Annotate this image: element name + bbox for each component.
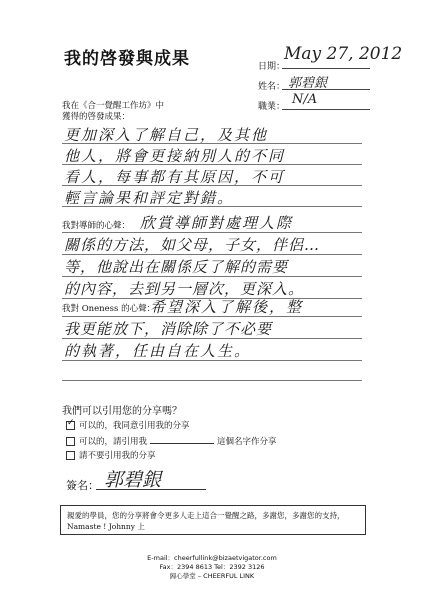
section2-answer-line: 等，他說出在關係反了解的需要 (64, 258, 289, 276)
footer-email: E-mail：cheerfullink@bizaetvigator.com (147, 554, 277, 562)
checkbox[interactable] (66, 437, 75, 446)
ruled-line (62, 143, 362, 144)
section3-answer-line: 希望深入了解後，整 (150, 298, 304, 316)
section1-answer-line: 他人，將會更接納別人的不同 (64, 147, 286, 165)
section2-answer-line: 關係的方法，如父母，子女，伴侶… (64, 236, 321, 254)
notice-line2: Namaste ! Johnny 上 (67, 522, 145, 531)
name-label: 姓名： (258, 82, 286, 92)
share-option-agree[interactable] (66, 420, 190, 432)
ruled-line (62, 232, 362, 233)
section1-prompt-line1: 我在《合一覺醒工作坊》中 (62, 101, 165, 111)
ruled-line (62, 338, 362, 339)
job-label: 職業： (258, 102, 286, 112)
section2-prompt: 我對導師的心聲： (62, 221, 131, 231)
name-blank[interactable] (150, 435, 214, 444)
share-option-label: 可以的，請引用我 (79, 437, 148, 447)
section1-answer-line: 更加深入了解自己，及其他 (64, 126, 269, 144)
date-value: May 27, 2012 (284, 44, 403, 64)
ruled-line (62, 254, 362, 255)
notice-line1: 親愛的學員，您的分享將會令更多人走上這合一覺醒之路，多謝您，多謝您的支持， (67, 511, 345, 520)
name-underline (282, 89, 370, 90)
job-value: N/A (292, 92, 318, 107)
share-option-label: 這個名字作分享 (217, 437, 277, 447)
section3-answer-line: 的執著，任由自在人生。 (64, 342, 252, 360)
section1-prompt-line2: 獲得的啓發成果： (62, 112, 131, 122)
share-option-named[interactable] (66, 435, 277, 448)
share-option-label: 請不要引用我的分享 (79, 451, 156, 461)
share-option-decline[interactable] (66, 450, 156, 462)
checkbox-checked[interactable]: ✓ (67, 418, 75, 428)
ruled-line (62, 360, 362, 361)
signature-value: 郭碧銀 (104, 469, 162, 491)
ruled-line (62, 185, 362, 186)
section2-answer-line: 的內容，去到另一層次，更深入。 (64, 280, 305, 298)
section1-answer-line: 輕言論果和評定對錯。 (64, 189, 235, 207)
section3-answer-line: 我更能放下，消除除了不必要 (64, 320, 273, 338)
share-option-label: 可以的，我同意引用我的分享 (79, 421, 190, 431)
notice-box (60, 505, 366, 535)
date-underline (282, 68, 370, 69)
date-label: 日期： (258, 62, 286, 72)
name-value: 郭碧銀 (288, 76, 328, 91)
checkbox[interactable] (66, 451, 75, 460)
footer-org: 歸心學堂 – CHEERFUL LINK (169, 572, 255, 580)
ruled-line (62, 316, 362, 317)
section3-prompt: 我對 Oneness 的心聲： (62, 304, 156, 314)
ruled-line (62, 380, 362, 381)
signature-underline (96, 489, 206, 490)
section1-answer-line: 看人，每事都有其原因，不可 (64, 168, 286, 186)
ruled-line (62, 276, 362, 277)
ruled-line (62, 164, 362, 165)
job-underline (282, 109, 370, 110)
share-question: 我們可以引用您的分享嗎？ (62, 406, 182, 417)
signature-label: 簽名： (66, 479, 99, 492)
page-title: 我的啓發與成果 (64, 49, 190, 69)
footer-phone: Fax：2394 8613 Tel：2392 3126 (159, 563, 265, 571)
ruled-line (62, 206, 362, 207)
section2-answer-line: 欣賞導師對處理人際 (140, 214, 294, 232)
